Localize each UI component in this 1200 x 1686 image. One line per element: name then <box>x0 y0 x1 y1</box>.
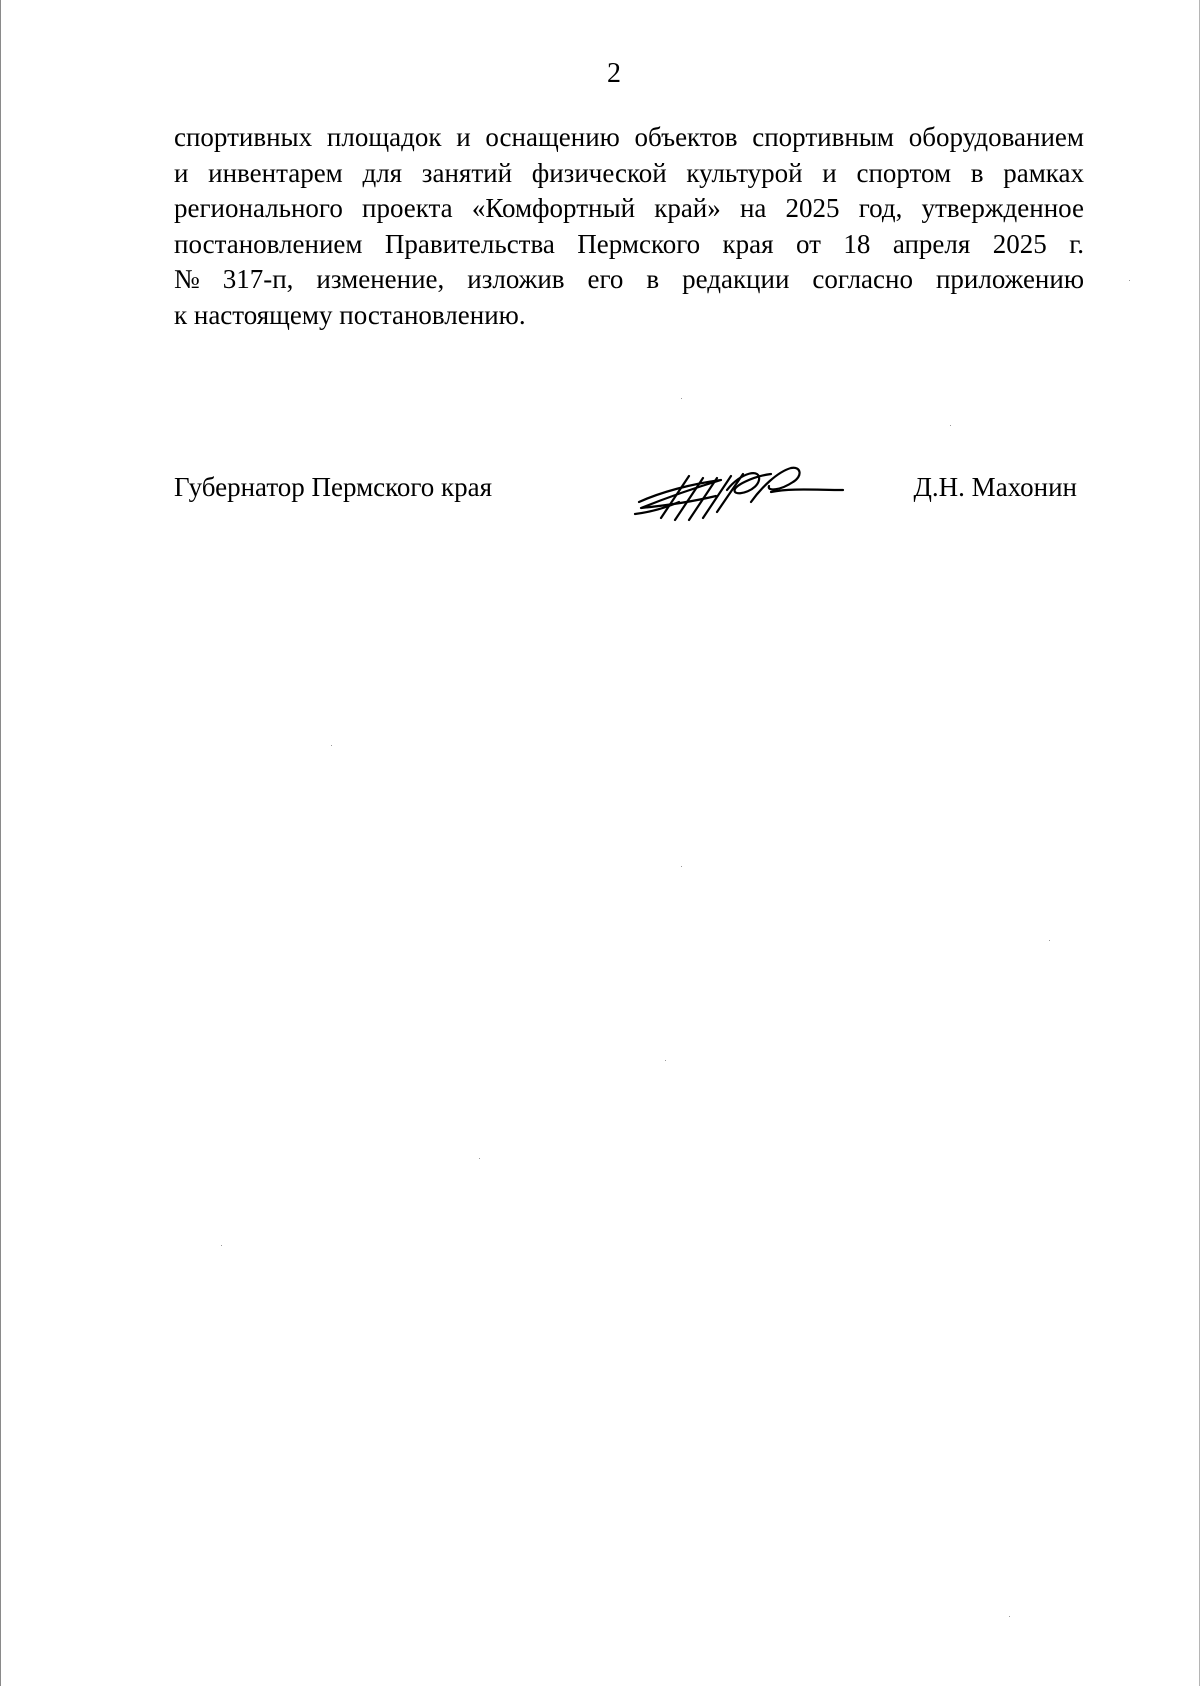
body-line: постановлением Правительства Пермского края от 18 апреля 2025 г. <box>174 228 1084 259</box>
page-number: 2 <box>607 58 621 89</box>
scan-speck <box>681 866 682 867</box>
scan-speck <box>681 398 682 399</box>
scan-speck <box>331 745 332 746</box>
scan-speck <box>950 425 951 426</box>
body-line: и инвентарем для занятий физической культурой и спортом в рамках <box>174 157 1084 188</box>
scan-speck <box>221 1245 222 1246</box>
scan-speck <box>1129 280 1130 281</box>
scan-speck <box>1049 940 1050 941</box>
body-line: № 317-п, изменение, изложив его в редакции согласно приложению <box>174 264 1084 294</box>
body-line: к настоящему постановлению. <box>174 299 526 330</box>
body-line: регионального проекта «Комфортный край» на 2025 год, утвержденное <box>174 193 1084 223</box>
scan-speck <box>665 1060 666 1061</box>
scan-speck <box>479 1158 480 1159</box>
body-line: спортивных площадок и оснащению объектов спортивным оборудованием <box>174 122 1084 152</box>
handwritten-signature-icon <box>631 462 846 524</box>
scan-speck <box>1009 1616 1010 1617</box>
signatory-title: Губернатор Пермского края <box>174 472 493 502</box>
signatory-name: Д.Н. Махонин <box>913 472 1077 502</box>
body-paragraph <box>174 120 1084 333</box>
